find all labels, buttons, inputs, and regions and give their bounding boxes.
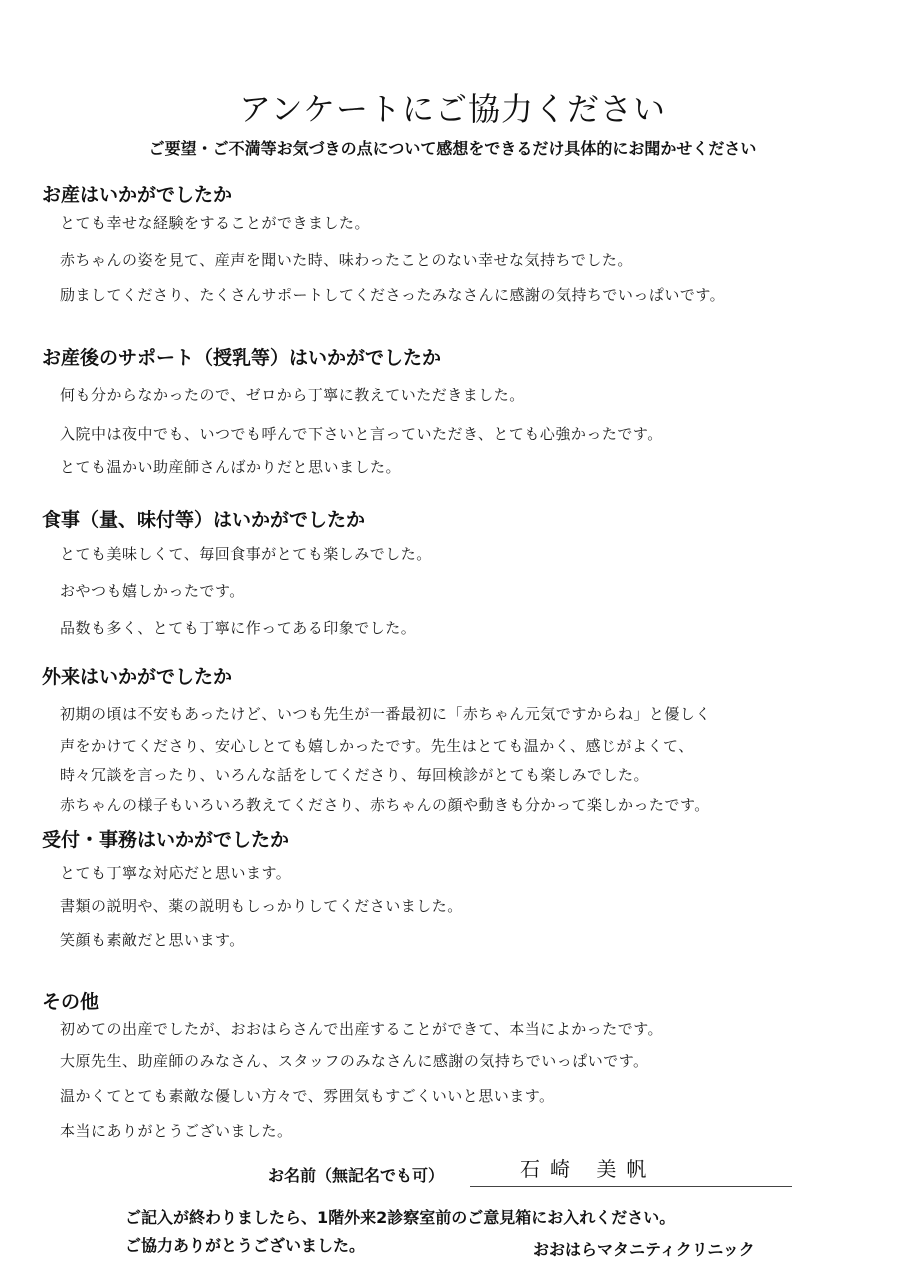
section-heading-reception: 受付・事務はいかがでしたか xyxy=(42,829,290,851)
answer-line: とても美味しくて、毎回食事がとても楽しみでした。 xyxy=(60,545,432,563)
footer-thanks: ご協力ありがとうございました。 xyxy=(125,1236,366,1255)
name-label: お名前（無記名でも可） xyxy=(268,1166,445,1185)
answer-line: 入院中は夜中でも、いつでも呼んで下さいと言っていただき、とても心強かったです。 xyxy=(60,425,663,443)
answer-line: 書類の説明や、薬の説明もしっかりしてくださいました。 xyxy=(60,897,463,915)
survey-subtitle: ご要望・ご不満等お気づきの点について感想をできるだけ具体的にお聞かせください xyxy=(148,139,757,158)
section-heading-postnatal-support: お産後のサポート（授乳等）はいかがでしたか xyxy=(42,347,442,369)
clinic-name: おおはらマタニティクリニック xyxy=(533,1240,755,1259)
name-value: 石崎 美帆 xyxy=(520,1157,657,1181)
section-heading-other: その他 xyxy=(42,991,100,1013)
footer-instruction: ご記入が終わりましたら、1階外来2診察室前のご意見箱にお入れください。 xyxy=(125,1208,676,1227)
answer-line: 時々冗談を言ったり、いろんな話をしてくださり、毎回検診がとても楽しみでした。 xyxy=(60,766,650,784)
answer-line: 声をかけてくださり、安心しとても嬉しかったです。先生はとても温かく、感じがよくて、 xyxy=(60,737,694,755)
survey-title: アンケートにご協力ください xyxy=(238,90,667,128)
name-underline xyxy=(470,1186,792,1187)
answer-line: 初めての出産でしたが、おおはらさんで出産することができて、本当によかったです。 xyxy=(60,1020,664,1038)
answer-line: 本当にありがとうございました。 xyxy=(60,1122,293,1140)
answer-line: 赤ちゃんの様子もいろいろ教えてくださり、赤ちゃんの顔や動きも分かって楽しかったです。 xyxy=(60,796,710,814)
answer-line: 大原先生、助産師のみなさん、スタッフのみなさんに感謝の気持ちでいっぱいです。 xyxy=(60,1052,649,1070)
section-heading-outpatient: 外来はいかがでしたか xyxy=(42,666,233,688)
answer-line: とても温かい助産師さんばかりだと思いました。 xyxy=(60,458,402,476)
answer-line: 温かくてとても素敵な優しい方々で、雰囲気もすごくいいと思います。 xyxy=(60,1087,555,1105)
answer-line: とても幸せな経験をすることができました。 xyxy=(60,214,371,232)
answer-line: 赤ちゃんの姿を見て、産声を聞いた時、味わったことのない幸せな気持ちでした。 xyxy=(60,251,633,269)
answer-line: 品数も多く、とても丁寧に作ってある印象でした。 xyxy=(60,619,417,637)
answer-line: 励ましてくださり、たくさんサポートしてくださったみなさんに感謝の気持ちでいっぱいです。 xyxy=(60,286,726,304)
section-heading-birth: お産はいかがでしたか xyxy=(42,184,233,206)
answer-line: とても丁寧な対応だと思います。 xyxy=(60,864,292,882)
answer-line: おやつも嬉しかったです。 xyxy=(60,582,245,600)
answer-line: 初期の頃は不安もあったけど、いつも先生が一番最初に「赤ちゃん元気ですからね」と優しく xyxy=(60,705,711,723)
answer-line: 何も分からなかったので、ゼロから丁寧に教えていただきました。 xyxy=(60,386,525,404)
section-heading-meals: 食事（量、味付等）はいかがでしたか xyxy=(42,509,366,531)
answer-line: 笑顔も素敵だと思います。 xyxy=(60,931,245,949)
